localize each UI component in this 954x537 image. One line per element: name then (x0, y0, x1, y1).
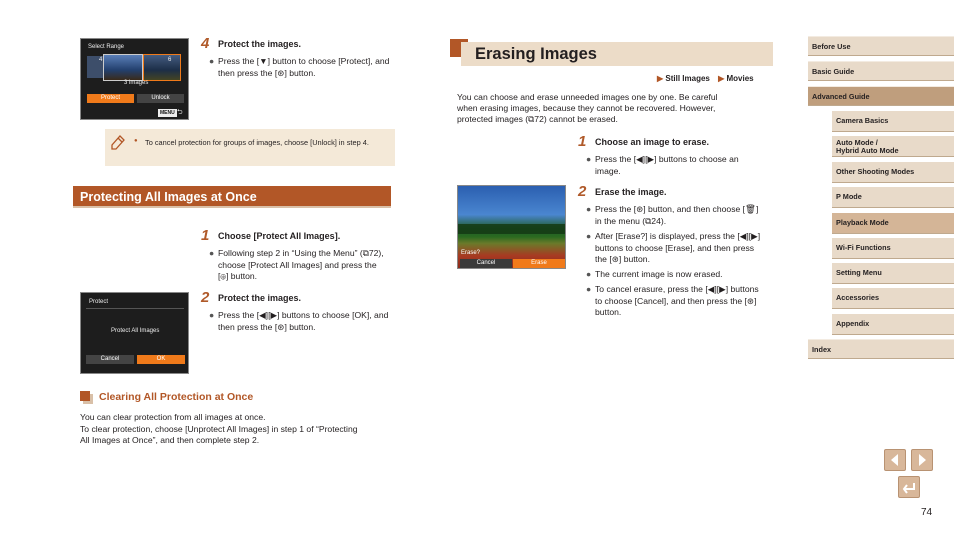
menu-badge (158, 109, 177, 117)
nav-playback-mode[interactable]: Playback Mode (832, 213, 954, 234)
play-icon: ▶ (718, 74, 725, 83)
nav-other-shooting-modes[interactable]: Other Shooting Modes (832, 162, 954, 183)
step-2-title: Protect the images. (218, 293, 302, 303)
sidebar-nav (808, 36, 954, 366)
photo-trees (458, 224, 565, 234)
bullet-dot: ● (209, 310, 215, 320)
bullet-text: Press the [◀][▶] buttons to choose [OK], and then press the [⊛] button. (218, 310, 389, 332)
nav-wifi-functions[interactable]: Wi-Fi Functions (832, 238, 954, 259)
return-button[interactable] (898, 476, 920, 498)
left-number: 4 (99, 57, 103, 63)
pencil-icon (111, 135, 125, 151)
bullet-text: After [Erase?] is displayed, press the [◀][▶] buttons to choose [Erase], and then press the [⊛] button. (595, 231, 761, 265)
mode-tags (657, 74, 754, 83)
erase-button[interactable]: Erase (513, 259, 565, 268)
erase-prompt: Erase? (461, 250, 481, 256)
subsection-para-2a: To clear protection, choose [Unprotect All Images] in step 1 of “Protecting (80, 424, 358, 434)
next-page-button[interactable] (911, 449, 933, 471)
erase-step-2-title: Erase the image. (595, 187, 667, 197)
note-box (105, 129, 395, 166)
subsection-title: Clearing All Protection at Once (99, 391, 254, 403)
menu-label: MENU (160, 110, 175, 116)
prev-page-button[interactable] (884, 449, 906, 471)
thumb-center (103, 54, 143, 81)
ok-button[interactable]: OK (137, 355, 185, 364)
erase-step-1-bullet (586, 154, 765, 177)
bullet-dot: ● (209, 56, 215, 66)
step-1-title: Choose [Protect All Images]. (218, 231, 341, 241)
note-text: To cancel protection for groups of images, choose [Unlock] in step 4. (145, 138, 369, 147)
erase-step-2-number: 2 (578, 183, 587, 200)
erase-step-2-bullet-2 (586, 231, 765, 266)
subsection-para-1: You can clear protection from all images at once. (80, 412, 266, 422)
nav-index[interactable]: Index (808, 339, 954, 359)
unlock-button[interactable]: Unlock (137, 94, 184, 103)
erase-step-2-bullet-3 (586, 269, 765, 281)
bullet-text: Press the [▼] button to choose [Protect], and then press the [⊛] button. (218, 56, 390, 78)
nav-before-use[interactable]: Before Use (808, 36, 954, 56)
step-4-title: Protect the images. (218, 39, 302, 49)
nav-camera-basics[interactable]: Camera Basics (832, 111, 954, 132)
section-title: Protecting All Images at Once (80, 190, 257, 204)
bullet-dot: ● (586, 154, 592, 164)
nav-advanced-guide[interactable]: Advanced Guide (808, 86, 954, 106)
title-bar (450, 39, 773, 68)
intro-line-3: protected images (⧉72) cannot be erased. (457, 114, 618, 124)
back-icon: ⮌ (177, 109, 183, 116)
cancel-button[interactable]: Cancel (86, 355, 134, 364)
step-2-bullet (209, 310, 394, 333)
protect-button[interactable]: Protect (87, 94, 134, 103)
section-header (73, 186, 393, 210)
subsection-para-2b: All Images at Once”, and then complete step 2. (80, 435, 260, 445)
nav-auto-mode[interactable] (832, 136, 954, 157)
step-4-number: 4 (201, 35, 210, 52)
tag-movies: Movies (726, 74, 754, 83)
thumb-right (143, 54, 181, 81)
image-count: 3 images (124, 80, 149, 86)
nav-p-mode[interactable]: P Mode (832, 187, 954, 208)
screen-divider (86, 308, 184, 309)
arrow-right-icon (912, 450, 932, 470)
bullet-text: Press the [⊛] button, and then choose [🗑] in the menu (⧉24). (595, 204, 759, 226)
erase-step-1-title: Choose an image to erase. (595, 137, 710, 147)
right-number: 6 (168, 57, 172, 63)
screen-body: Protect All Images (111, 328, 160, 334)
nav-auto-mode-line2: Hybrid Auto Mode (836, 145, 899, 155)
camera-screen-select-range (80, 38, 189, 120)
play-icon: ▶ (657, 74, 664, 83)
screen-title: Protect (89, 299, 109, 305)
camera-screen-erase (457, 185, 566, 269)
erase-step-2-bullet-1 (586, 204, 765, 227)
nav-appendix[interactable]: Appendix (832, 314, 954, 335)
subsection-icon (80, 391, 93, 404)
step-1-number: 1 (201, 227, 210, 244)
bullet-text: Following step 2 in “Using the Menu” (⧉72), choose [Protect All Images] and press the [⊛] button. (218, 248, 384, 282)
bullet-dot: ● (586, 269, 592, 279)
return-icon (899, 477, 919, 497)
camera-screen-protect (80, 292, 189, 374)
erase-step-1-number: 1 (578, 133, 587, 150)
arrow-left-icon (885, 450, 905, 470)
bullet-text: The current image is now erased. (595, 269, 723, 279)
nav-setting-menu[interactable]: Setting Menu (832, 263, 954, 284)
tag-still-images: Still Images (665, 74, 710, 83)
bullet-text: To cancel erasure, press the [◀][▶] buttons to choose [Cancel], and then press the [⊛] button. (595, 284, 759, 318)
step-2-number: 2 (201, 289, 210, 306)
cancel-button[interactable]: Cancel (460, 259, 512, 268)
step-1-bullet (209, 248, 384, 283)
bullet-dot: ● (586, 204, 592, 214)
intro-line-1: You can choose and erase unneeded images one by one. Be careful (457, 92, 718, 102)
nav-auto-mode-line1: Auto Mode / (836, 138, 878, 147)
subsection-icon-square (80, 391, 90, 401)
nav-accessories[interactable]: Accessories (832, 288, 954, 309)
note-dot: ● (134, 138, 138, 144)
page-number: 74 (921, 507, 933, 518)
bullet-dot: ● (586, 284, 592, 294)
nav-basic-guide[interactable]: Basic Guide (808, 61, 954, 81)
bullet-dot: ● (209, 248, 215, 258)
erase-step-2-bullet-4 (586, 284, 765, 319)
page-title: Erasing Images (475, 45, 597, 63)
screen-title: Select Range (88, 44, 125, 50)
bullet-dot: ● (586, 231, 592, 241)
step-4-bullet (209, 56, 398, 79)
bullet-text: Press the [◀][▶] buttons to choose an image. (595, 154, 739, 176)
intro-line-2: when erasing images, because they cannot be recovered. However, (457, 103, 716, 113)
